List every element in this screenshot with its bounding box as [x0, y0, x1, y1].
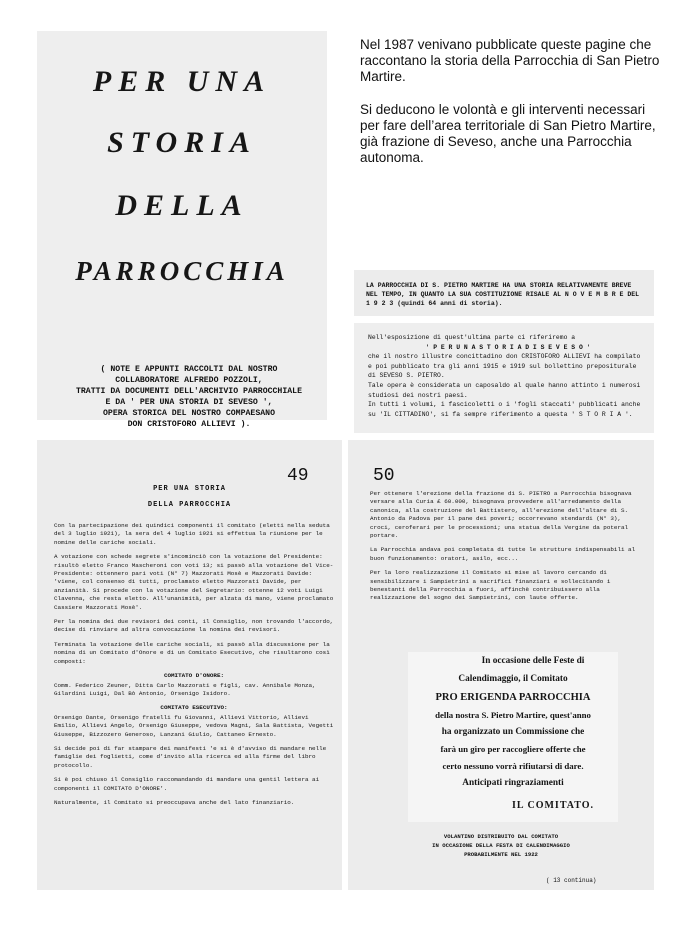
cover-title-line-4: PARROCCHIA [75, 256, 289, 286]
flyer-line: ha organizzato un Commissione che [441, 727, 585, 737]
cover-subtitle-line: ( NOTE E APPUNTI RACCOLTI DAL NOSTRO [100, 365, 278, 374]
flyer-caption-line: IN OCCASIONE DELLA FESTA DI CALENDIMAGGIO [432, 842, 570, 849]
paragraph: Per ottenere l'erezione della frazione di S. PIETRO a Parrocchia bisognava versare alla Curia £ 60.000, bisognava provvedere all'arredamento della canonica, alla costruzione del Battistero, all'erezione dell'altare di S. Antonio da Padova per il pane dei poveri; occorrevano stendardi (N° 3), croci, ceroferari per le processioni; una statua della Vergine da poteral portare. [370, 490, 632, 540]
paragraph: La Parrocchia andava poi completata di tutte le strutture indispensabili al buon funzionamento: oratori, asilo, ecc... [370, 546, 636, 562]
history-note-strip [354, 270, 654, 316]
source-note-line: su 'IL CITTADINO', si fa sempre riferimento a questa ' S T O R I A '. [368, 410, 633, 418]
flyer-image [408, 652, 618, 822]
page-number: 50 [373, 466, 395, 486]
paragraph: Con la partecipazione dei quindici componenti il comitato (eletti nella seduta del 3 luglio 1921), la sera del 4 luglio 1921 si effettua la riunione per le nomine delle cariche sociali. [54, 522, 330, 546]
cover-subtitle-line: E DA ' PER UNA STORIA DI SEVESO ', [105, 398, 273, 407]
intro-paragraph-2: Si deducono le volontà e gli interventi necessari per fare dell’area territoriale di San Pietro Martire, già frazione di Seveso, anche una Parrocchia autonoma. [360, 101, 656, 166]
source-note-line: e poi pubblicato tra gli anni 1915 e 1919 sul bollettino prepositurale [368, 362, 637, 370]
page-50-body [370, 490, 645, 609]
page-49-scan [37, 440, 342, 890]
paragraph: Si è poi chiuso il Consiglio raccomandando di mandare una gentil lettera ai componenti il COMITATO D'ONORE'. [54, 776, 320, 792]
source-note-strip [354, 323, 654, 433]
history-note-text: LA PARROCCHIA DI S. PIETRO MARTIRE HA UNA STORIA RELATIVAMENTE BREVE NEL TEMPO, IN QUANTO LA SUA COSTITUZIONE RISALE AL N O V E M B R E DEL 1 9 2 3 (quindi 64 anni di storia). [366, 282, 640, 307]
page-number: 49 [287, 466, 309, 486]
paragraph: A votazione con schede segrete s'incominciò con la votazione del Presidente: risultò eletto Franco Mascheroni con voti 13; si passò alla votazione del Vice-Presidente: ottennero pari voti (N° 7) Mazzorati Mosè e Mazzorati Davide: 'viene, col consenso di tutti, proclamato eletto Mazzorati Davide, per anzianità. Si procede con la votazione del Segretario: ottenne 12 voti Luigi Clavenna, che resta eletto. All'unanimità, per alzata di mano, viene proclamato Cassiere Mazzorati Mosè'. [54, 553, 334, 611]
cover-subtitle-line: OPERA STORICA DEL NOSTRO COMPAESANO [103, 409, 275, 418]
flyer-line: farà un giro per raccogliere offerte che [440, 744, 586, 754]
cover-page-scan [37, 31, 327, 429]
cover-title-line-1: PER UNA [92, 65, 272, 98]
paragraph: Per la loro realizzazione il Comitato si mise al lavoro cercando di sensibilizzare i Sampietrini a sacrifici finanziari e sollecitando i benestanti della Parrocchia a fuori, affinchè contribuissero alla realizzazione del sogno dei Sampietrini, con laute offerte. [370, 569, 611, 602]
paragraph: Comm. Federico Zeuner, Ditta Carlo Mazzorati e figli, cav. Annibale Monza, Gilardini Luigi, Dal Bò Antonio, Orsenigo Isidoro. [54, 681, 316, 697]
page-50-scan [348, 440, 654, 890]
flyer-line: In occasione delle Feste di [481, 656, 585, 666]
source-note-line: di SEVESO S. PIETRO. [368, 372, 445, 380]
paragraph: Naturalmente, il Comitato si preoccupava anche del lato finanziario. [54, 798, 295, 806]
source-note-line: studiosi dei nostri paesi. [368, 391, 468, 399]
flyer-line: Anticipati ringraziamenti [462, 778, 564, 788]
page-heading-2: DELLA PARROCCHIA [147, 501, 232, 509]
continua-note: ( 13 continua) [546, 877, 597, 884]
paragraph: Orsenigo Dante, Orsenigo fratelli fu Giovanni, Allievi Vittorio, Allievi Emilio, Allievi Angelo, Orsenigo Giuseppe, vedova Magni, Sala Battista, Vegetti Giuseppe, Bizzozero Generoso, Lanzani Giulio, Cattaneo Ernesto. [54, 713, 334, 738]
source-note-line: che il nostro illustre concittadino don CRISTOFORO ALLIEVI ha compilato [368, 353, 641, 361]
intro-text [360, 37, 660, 182]
cover-title-line-2: STORIA [107, 126, 257, 159]
source-note-line: In tutti i volumi, i fascicoletti o i 'fogli staccati' pubblicati anche [368, 401, 641, 409]
flyer-line: Calendimaggio, il Comitato [458, 674, 568, 684]
paragraph: Si decide poi di far stampare dei manifesti 'e si è d'avviso di mandare nelle famiglie dei foglietti, come d'invito alla ricerca ed alla firme del libro protocollo. [54, 744, 327, 769]
paragraph: Per la nomina dei due revisori dei conti, il Consiglio, non trovando l'accordo, decise di rinviare ad altra convocazione la nomina dei revisori. [54, 618, 334, 634]
intro-paragraph-1: Nel 1987 venivano pubblicate queste pagine che raccontano la storia della Parrocchia di San Pietro Martire. [360, 37, 660, 85]
flyer-line: certo nessuno vorrà rifiutarsi di dare. [442, 761, 584, 771]
flyer-line: PRO ERIGENDA PARROCCHIA [435, 692, 591, 703]
cover-subtitle [71, 364, 307, 430]
source-note-text [368, 333, 648, 419]
paragraph: Terminata la votazione delle cariche sociali, si passò alla discussione per la nomina di un Comitato d'Onore e di un Comitato Esecutivo, che risultarono così composti: [54, 640, 330, 665]
page-49-body [54, 522, 334, 813]
source-note-line: Nell'esposizione di quest'ultima parte ci riferiremo a [368, 334, 576, 341]
cover-subtitle-line: TRATTI DA DOCUMENTI DELL'ARCHIVIO PARROCCHIALE [75, 387, 302, 396]
source-note-line: Tale opera è considerata un caposaldo al quale hanno attinto i numerosi [368, 381, 641, 389]
flyer-caption-line: PROBABILMENTE NEL 1922 [464, 851, 538, 858]
committee-heading: COMITATO ESECUTIVO: [160, 704, 228, 712]
source-note-line: ' P E R U N A S T O R I A D I S E V E S O ' [425, 343, 591, 351]
cover-title-line-3: DELLA [115, 189, 249, 222]
committee-heading: COMITATO D'ONORE: [163, 672, 225, 680]
flyer-line: della nostra S. Pietro Martire, quest'anno [435, 710, 591, 720]
cover-subtitle-line: DON CRISTOFORO ALLIEVI ). [127, 420, 251, 429]
cover-subtitle-line: COLLABORATORE ALFREDO POZZOLI, [115, 376, 263, 385]
flyer-caption-line: VOLANTINO DISTRIBUITO DAL COMITATO [443, 833, 559, 840]
page-heading-1: PER UNA STORIA [153, 485, 226, 493]
flyer-line: IL COMITATO. [511, 800, 594, 811]
